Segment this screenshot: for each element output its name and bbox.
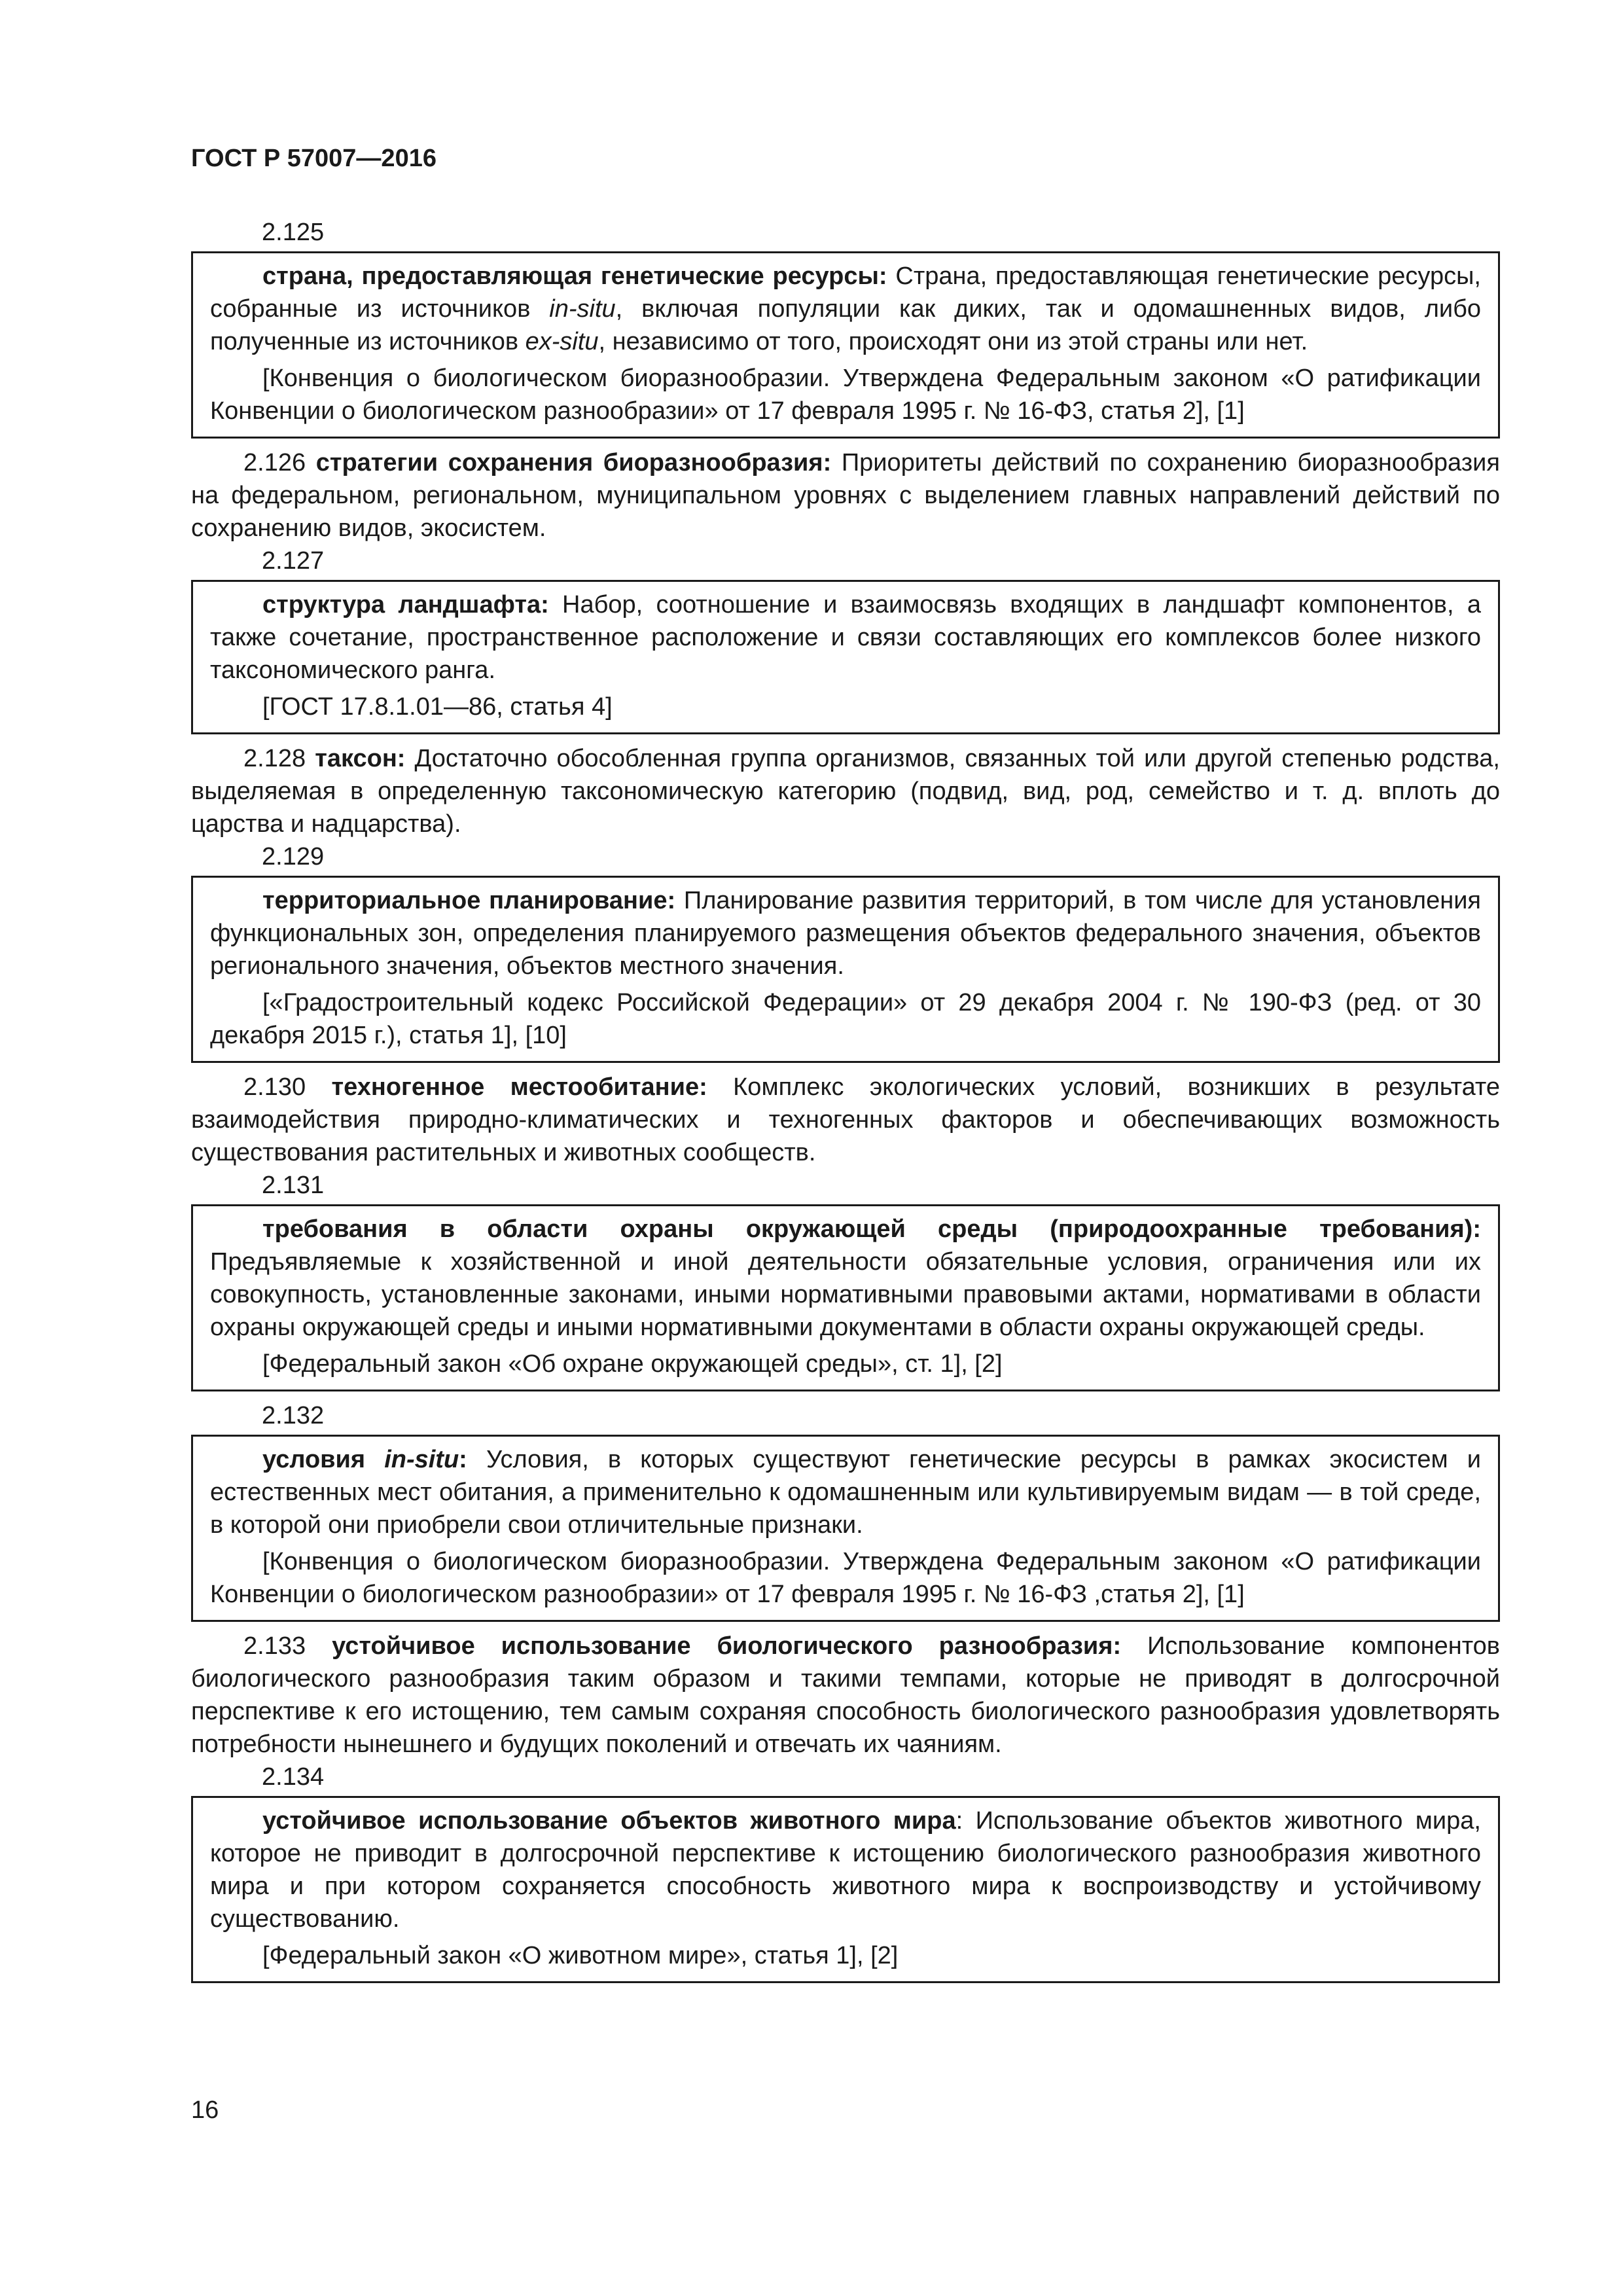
definition-text: Использование компонентов биологического разнообразия таким образом и такими темпами, которые не приводят в долгосрочной перспективе к его истощению, тем самым сохраняя способность биологического разнообразия удовлетворять потребности нынешнего и будущих поколений и отвечать их чаяниям. xyxy=(191,1632,1500,1758)
definition xyxy=(210,588,1481,687)
term-box xyxy=(191,876,1500,1063)
definition xyxy=(191,1071,1500,1169)
source-reference: [ГОСТ 17.8.1.01—86, статья 4] xyxy=(262,693,613,721)
definition-text: Приоритеты действий по сохранению биоразнообразия на федеральном, региональном, муниципальном уровнях с выделением главных направлений действий по сохранению видов, экосистем. xyxy=(191,449,1500,542)
entry-number: 2.130 xyxy=(243,1073,306,1101)
document-header: ГОСТ Р 57007—2016 xyxy=(191,145,437,172)
entry-number: 2.132 xyxy=(262,1402,325,1429)
term: требования в области охраны окружающей среды (природоохранные требования): xyxy=(262,1215,1481,1243)
definition-text: Планирование развития территорий, в том числе для установления функциональных зон, определения планируемого размещения объектов федерального значения, объектов регионального значения, объектов местного значения. xyxy=(210,887,1481,980)
entry-number: 2.125 xyxy=(262,219,325,246)
term-box xyxy=(191,1435,1500,1622)
term-box xyxy=(191,251,1500,439)
definition xyxy=(210,1804,1481,1935)
term: техногенное местообитание: xyxy=(331,1073,707,1101)
document-content xyxy=(191,216,1500,1983)
definition-text: Достаточно обособленная группа организмов, связанных той или другой степенью родства, выделяемая в определенную таксономическую категорию (подвид, вид, род, семейство и т. д. вплоть до царства и надцарства). xyxy=(191,745,1500,838)
definition-text: , независимо от того, происходят они из этой страны или нет. xyxy=(598,328,1308,355)
definition-italic: ex-situ xyxy=(525,328,599,355)
definition xyxy=(191,742,1500,840)
term: страна, предоставляющая генетические ресурсы: xyxy=(262,262,887,290)
term: стратегии сохранения биоразнообразия: xyxy=(315,449,832,476)
definition-text: : Использование объектов животного мира, которое не приводит в долгосрочной перспективе к истощению биологического разнообразия животного мира и при котором сохраняется способность животного мира к воспроизводству и устойчивому существованию. xyxy=(210,1807,1481,1933)
definition-text: Страна, предоставляющая генетические ресурсы, собранные из источников xyxy=(210,262,1481,323)
term-paragraph xyxy=(191,1630,1500,1761)
page-number: 16 xyxy=(191,2096,219,2124)
definition-text: Комплекс экологических условий, возникших в результате взаимодействия природно-климатических и техногенных факторов и обеспечивающих возможность существования растительных и животных сообществ. xyxy=(191,1073,1500,1166)
entry-number: 2.129 xyxy=(262,843,325,870)
definition-text: Предъявляемые к хозяйственной и иной деятельности обязательные условия, ограничения или их совокупность, установленные законами, иными нормативными правовыми актами, нормативами в области охраны окружающей среды и иными нормативными документами в области охраны окружающей среды. xyxy=(210,1248,1481,1341)
definition-italic: in-situ xyxy=(549,295,616,323)
term-paragraph xyxy=(191,446,1500,545)
definition-text: Набор, соотношение и взаимосвязь входящих в ландшафт компонентов, а также сочетание, пространственное расположение и связи составляющих его комплексов более низкого таксономического ранга. xyxy=(210,591,1481,684)
source-reference: [«Градостроительный кодекс Российской Федерации» от 29 декабря 2004 г. № 190-ФЗ (ред. от 30 декабря 2015 г.), статья 1], [10] xyxy=(210,989,1481,1049)
entry-number: 2.127 xyxy=(262,547,325,575)
term-colon: : xyxy=(459,1446,467,1473)
entry-number: 2.128 xyxy=(243,745,306,772)
term-box xyxy=(191,580,1500,734)
term: структура ландшафта: xyxy=(262,591,549,619)
term-paragraph xyxy=(191,1071,1500,1169)
term-italic: in-situ xyxy=(384,1446,459,1473)
definition xyxy=(210,1443,1481,1541)
entry-number: 2.131 xyxy=(262,1172,325,1199)
source-reference: [Конвенция о биологическом биоразнообразии. Утверждена Федеральным законом «О ратификации Конвенции о биологическом разнообразии» от 17 февраля 1995 г. № 16-ФЗ, статья 2], [1] xyxy=(210,365,1481,425)
term-text: условия xyxy=(262,1446,385,1473)
definition xyxy=(210,1213,1481,1344)
term: таксон: xyxy=(315,745,406,772)
term-paragraph xyxy=(191,742,1500,840)
definition xyxy=(210,260,1481,358)
term-box xyxy=(191,1204,1500,1391)
source-reference: [Федеральный закон «Об охране окружающей среды», ст. 1], [2] xyxy=(262,1350,1003,1378)
entry-number: 2.133 xyxy=(243,1632,306,1660)
term: устойчивое использование биологического разнообразия: xyxy=(332,1632,1122,1660)
term: территориальное планирование: xyxy=(262,887,676,914)
definition-text: Условия, в которых существуют генетические ресурсы в рамках экосистем и естественных мест обитания, а применительно к одомашненным или культивируемым видам — в той среде, в которой они приобрели свои отличительные признаки. xyxy=(210,1446,1482,1539)
term xyxy=(262,1446,467,1473)
term-box xyxy=(191,1796,1500,1983)
source-reference: [Конвенция о биологическом биоразнообразии. Утверждена Федеральным законом «О ратификации Конвенции о биологическом разнообразии» от 17 февраля 1995 г. № 16-ФЗ ,статья 2], [1] xyxy=(210,1548,1481,1608)
definition-text: , включая популяции как диких, так и одомашненных видов, либо полученные из источников xyxy=(210,295,1481,355)
definition xyxy=(191,446,1500,545)
term: устойчивое использование объектов животного мира xyxy=(262,1807,956,1835)
document-page xyxy=(191,143,1500,1991)
entry-number: 2.126 xyxy=(243,449,306,476)
entry-number: 2.134 xyxy=(262,1763,325,1791)
definition xyxy=(191,1630,1500,1761)
source-reference: [Федеральный закон «О животном мире», статья 1], [2] xyxy=(262,1942,899,1969)
definition xyxy=(210,884,1481,982)
